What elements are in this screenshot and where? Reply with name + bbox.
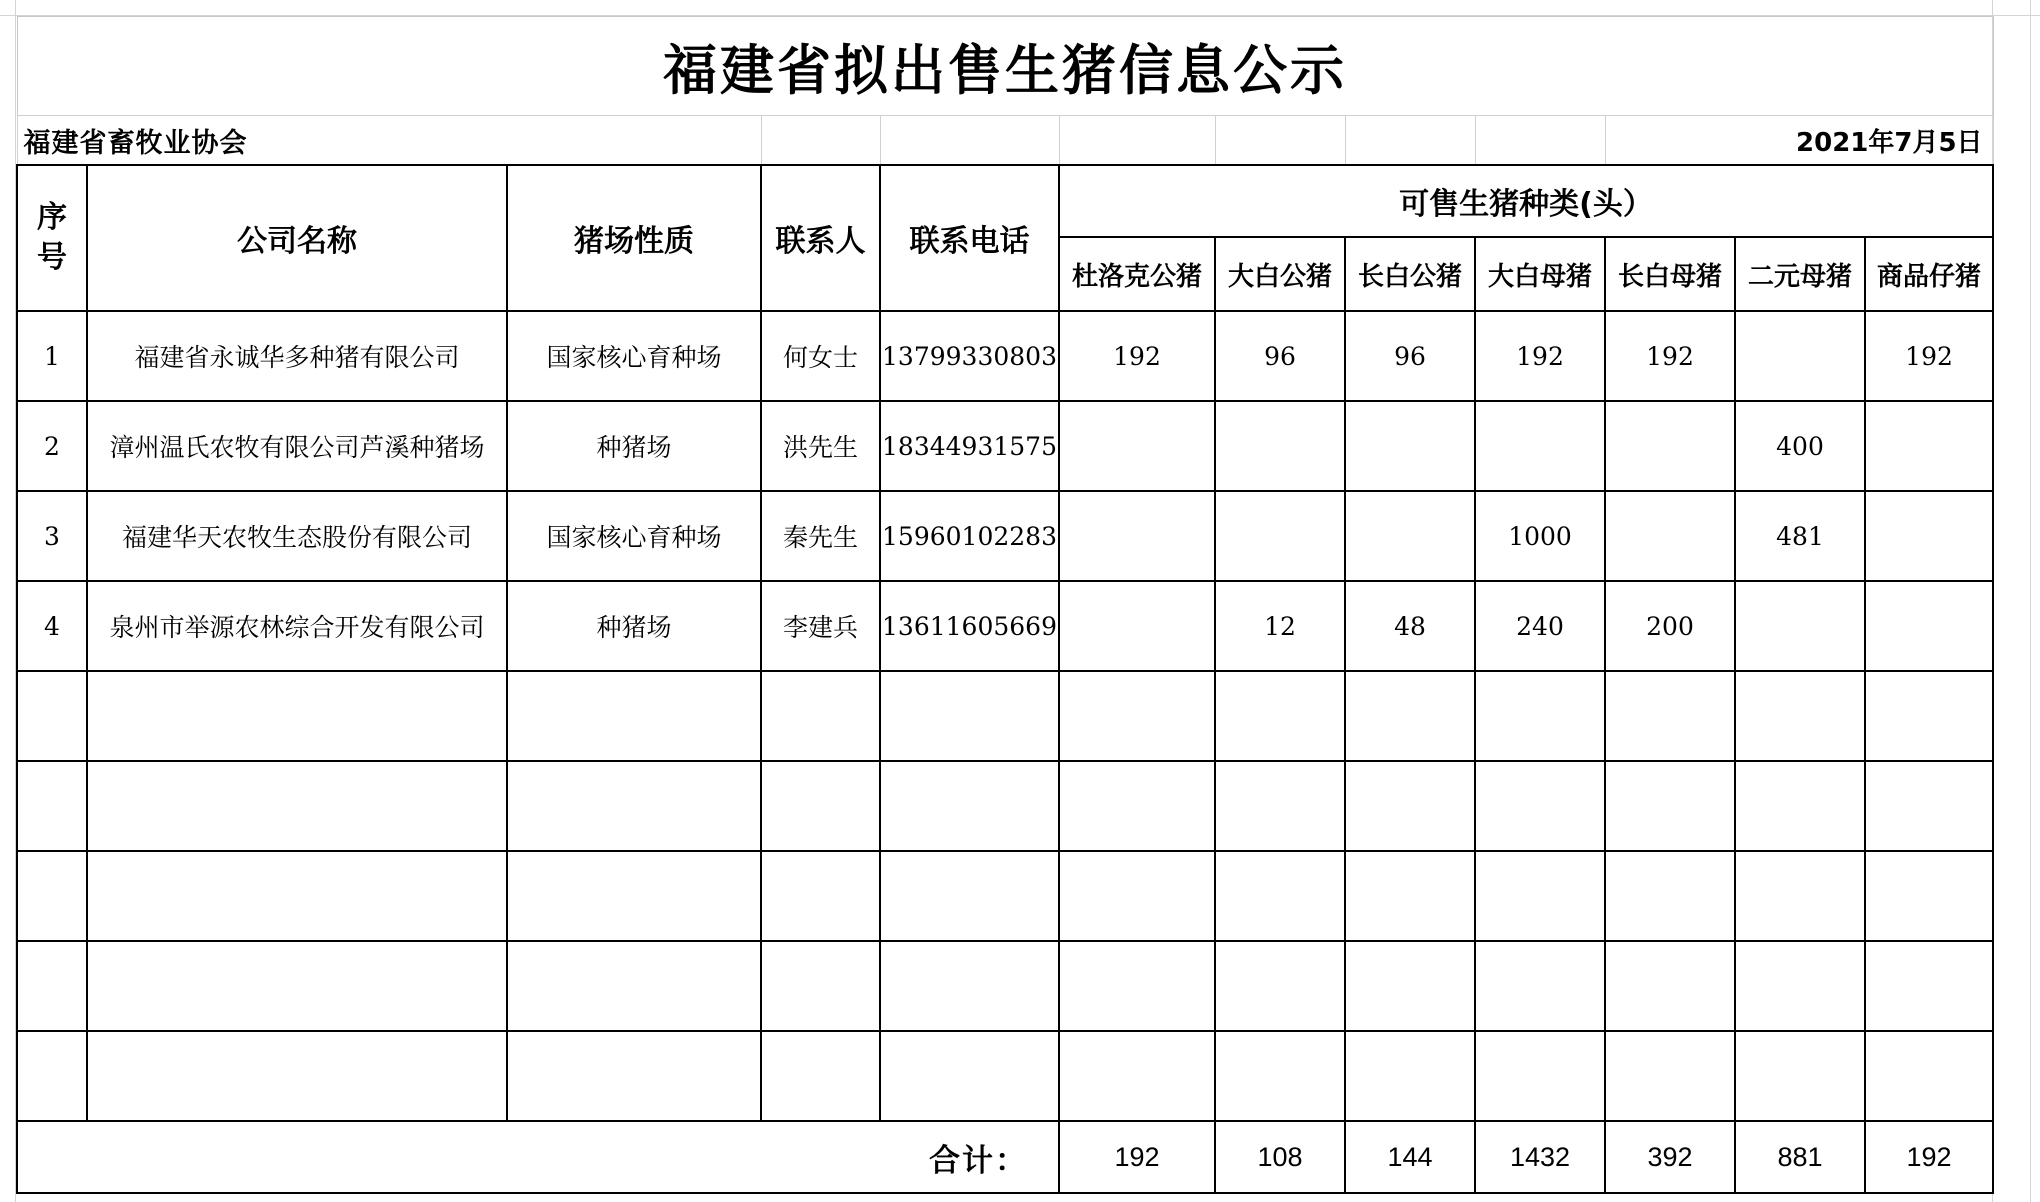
empty-cell[interactable] <box>1059 851 1215 941</box>
farm-type[interactable]: 国家核心育种场 <box>507 491 761 581</box>
row-index[interactable]: 1 <box>17 311 87 401</box>
empty-cell[interactable] <box>1865 1031 1993 1121</box>
empty-cell[interactable] <box>1345 116 1475 166</box>
empty-table-row <box>17 941 1993 1031</box>
empty-cell[interactable] <box>1059 941 1215 1031</box>
empty-cell[interactable] <box>1059 761 1215 851</box>
total-value[interactable]: 392 <box>1605 1121 1735 1193</box>
count-cell[interactable] <box>1059 581 1215 671</box>
publish-date: 2021年7月5日 <box>1605 116 1993 166</box>
empty-cell[interactable] <box>87 941 507 1031</box>
count-cell[interactable]: 1000 <box>1475 491 1605 581</box>
header-index-text: 序号 <box>37 200 67 275</box>
empty-table-row <box>17 1031 1993 1121</box>
count-cell[interactable] <box>1865 491 1993 581</box>
phone-number[interactable]: 13799330803 <box>880 311 1059 401</box>
count-cell[interactable]: 192 <box>1059 311 1215 401</box>
phone-number[interactable]: 15960102283 <box>880 491 1059 581</box>
count-cell[interactable]: 481 <box>1735 491 1865 581</box>
header-yorkshire-sow: 大白母猪 <box>1475 237 1605 311</box>
empty-cell[interactable] <box>1215 116 1345 166</box>
total-value[interactable]: 1432 <box>1475 1121 1605 1193</box>
table-row <box>17 581 1993 671</box>
org-date-row <box>17 116 1993 166</box>
empty-cell[interactable] <box>17 1031 87 1121</box>
header-crossbred-sow: 二元母猪 <box>1735 237 1865 311</box>
count-cell[interactable] <box>1475 401 1605 491</box>
empty-cell[interactable] <box>17 851 87 941</box>
empty-cell[interactable] <box>1059 671 1215 761</box>
count-cell[interactable]: 48 <box>1345 581 1475 671</box>
count-cell[interactable] <box>1345 491 1475 581</box>
contact-person[interactable]: 何女士 <box>761 311 880 401</box>
farm-type[interactable]: 种猪场 <box>507 581 761 671</box>
page-title: 福建省拟出售生猪信息公示 <box>17 17 1993 116</box>
empty-cell[interactable] <box>1865 761 1993 851</box>
count-cell[interactable] <box>1735 311 1865 401</box>
empty-cell[interactable] <box>1215 1031 1345 1121</box>
empty-table-row <box>17 851 1993 941</box>
header-company: 公司名称 <box>87 165 507 311</box>
header-yorkshire-boar: 大白公猪 <box>1215 237 1345 311</box>
empty-cell[interactable] <box>507 671 761 761</box>
empty-cell[interactable] <box>17 941 87 1031</box>
empty-cell[interactable] <box>87 1031 507 1121</box>
empty-cell[interactable] <box>87 851 507 941</box>
empty-cell[interactable] <box>761 116 880 166</box>
empty-cell[interactable] <box>880 671 1059 761</box>
empty-cell[interactable] <box>1475 941 1605 1031</box>
empty-cell[interactable] <box>1865 851 1993 941</box>
count-cell[interactable]: 96 <box>1345 311 1475 401</box>
empty-cell[interactable] <box>1735 941 1865 1031</box>
empty-cell[interactable] <box>1345 851 1475 941</box>
empty-cell[interactable] <box>1475 1031 1605 1121</box>
empty-cell[interactable] <box>1735 671 1865 761</box>
header-commercial-piglet: 商品仔猪 <box>1865 237 1993 311</box>
count-cell[interactable] <box>1865 401 1993 491</box>
totals-row <box>17 1121 1993 1193</box>
empty-cell[interactable] <box>1475 851 1605 941</box>
empty-cell[interactable] <box>1215 941 1345 1031</box>
empty-cell[interactable] <box>761 671 880 761</box>
phone-number[interactable]: 13611605669 <box>880 581 1059 671</box>
row-index[interactable]: 3 <box>17 491 87 581</box>
empty-cell[interactable] <box>1215 671 1345 761</box>
totals-label: 合计： <box>17 1121 1059 1193</box>
empty-cell[interactable] <box>1735 851 1865 941</box>
header-index <box>17 165 87 311</box>
empty-cell[interactable] <box>880 116 1059 166</box>
empty-cell[interactable] <box>1605 671 1735 761</box>
empty-cell[interactable] <box>1345 1031 1475 1121</box>
total-value[interactable]: 108 <box>1215 1121 1345 1193</box>
empty-cell[interactable] <box>880 941 1059 1031</box>
empty-cell[interactable] <box>1475 671 1605 761</box>
empty-table-row <box>17 761 1993 851</box>
empty-cell[interactable] <box>761 1031 880 1121</box>
organization-name: 福建省畜牧业协会 <box>17 116 761 166</box>
count-cell[interactable]: 192 <box>1865 311 1993 401</box>
empty-cell[interactable] <box>1345 761 1475 851</box>
count-cell[interactable] <box>1059 491 1215 581</box>
empty-cell[interactable] <box>1735 1031 1865 1121</box>
count-cell[interactable]: 192 <box>1475 311 1605 401</box>
empty-cell[interactable] <box>761 761 880 851</box>
table-row <box>17 491 1993 581</box>
total-value[interactable]: 192 <box>1059 1121 1215 1193</box>
empty-cell[interactable] <box>1059 116 1215 166</box>
row-index[interactable]: 2 <box>17 401 87 491</box>
total-value[interactable]: 881 <box>1735 1121 1865 1193</box>
header-phone: 联系电话 <box>880 165 1059 311</box>
empty-cell[interactable] <box>1735 761 1865 851</box>
farm-type[interactable]: 种猪场 <box>507 401 761 491</box>
count-cell[interactable] <box>1605 491 1735 581</box>
count-cell[interactable]: 240 <box>1475 581 1605 671</box>
header-landrace-boar: 长白公猪 <box>1345 237 1475 311</box>
empty-cell[interactable] <box>507 851 761 941</box>
empty-cell[interactable] <box>1475 761 1605 851</box>
empty-table-row <box>17 671 1993 761</box>
count-cell[interactable] <box>1215 401 1345 491</box>
empty-cell[interactable] <box>1605 941 1735 1031</box>
company-name[interactable]: 漳州温氏农牧有限公司芦溪种猪场 <box>87 401 507 491</box>
contact-person[interactable]: 洪先生 <box>761 401 880 491</box>
empty-cell[interactable] <box>1059 1031 1215 1121</box>
row-index[interactable]: 4 <box>17 581 87 671</box>
empty-cell[interactable] <box>1865 671 1993 761</box>
empty-cell[interactable] <box>1345 671 1475 761</box>
contact-person[interactable]: 秦先生 <box>761 491 880 581</box>
empty-cell[interactable] <box>880 851 1059 941</box>
count-cell[interactable] <box>1345 401 1475 491</box>
header-landrace-sow: 长白母猪 <box>1605 237 1735 311</box>
empty-cell[interactable] <box>761 941 880 1031</box>
empty-cell[interactable] <box>880 1031 1059 1121</box>
header-contact: 联系人 <box>761 165 880 311</box>
total-value[interactable]: 192 <box>1865 1121 1993 1193</box>
header-farm-type: 猪场性质 <box>507 165 761 311</box>
header-sale-types-group: 可售生猪种类(头） <box>1059 165 1993 237</box>
empty-cell[interactable] <box>507 941 761 1031</box>
empty-cell[interactable] <box>1475 116 1605 166</box>
header-duroc-boar: 杜洛克公猪 <box>1059 237 1215 311</box>
empty-cell[interactable] <box>507 1031 761 1121</box>
header-row <box>17 165 1993 237</box>
company-name[interactable]: 福建华天农牧生态股份有限公司 <box>87 491 507 581</box>
empty-cell[interactable] <box>87 761 507 851</box>
farm-type[interactable]: 国家核心育种场 <box>507 311 761 401</box>
pig-sale-table <box>16 16 1994 1194</box>
empty-cell[interactable] <box>507 761 761 851</box>
count-cell[interactable]: 96 <box>1215 311 1345 401</box>
empty-cell[interactable] <box>1215 761 1345 851</box>
empty-cell[interactable] <box>1215 851 1345 941</box>
count-cell[interactable]: 12 <box>1215 581 1345 671</box>
empty-cell[interactable] <box>1605 761 1735 851</box>
empty-cell[interactable] <box>17 671 87 761</box>
count-cell[interactable]: 200 <box>1605 581 1735 671</box>
count-cell[interactable]: 192 <box>1605 311 1735 401</box>
count-cell[interactable] <box>1865 581 1993 671</box>
empty-cell[interactable] <box>17 761 87 851</box>
count-cell[interactable] <box>1735 581 1865 671</box>
contact-person[interactable]: 李建兵 <box>761 581 880 671</box>
table-row <box>17 311 1993 401</box>
table-row <box>17 401 1993 491</box>
count-cell[interactable] <box>1605 401 1735 491</box>
empty-cell[interactable] <box>1605 851 1735 941</box>
empty-cell[interactable] <box>87 671 507 761</box>
phone-number[interactable]: 18344931575 <box>880 401 1059 491</box>
count-cell[interactable] <box>1059 401 1215 491</box>
count-cell[interactable]: 400 <box>1735 401 1865 491</box>
company-name[interactable]: 福建省永诚华多种猪有限公司 <box>87 311 507 401</box>
empty-cell[interactable] <box>761 851 880 941</box>
empty-cell[interactable] <box>1865 941 1993 1031</box>
company-name[interactable]: 泉州市举源农林综合开发有限公司 <box>87 581 507 671</box>
empty-cell[interactable] <box>880 761 1059 851</box>
empty-cell[interactable] <box>1605 1031 1735 1121</box>
count-cell[interactable] <box>1215 491 1345 581</box>
empty-cell[interactable] <box>1345 941 1475 1031</box>
total-value[interactable]: 144 <box>1345 1121 1475 1193</box>
